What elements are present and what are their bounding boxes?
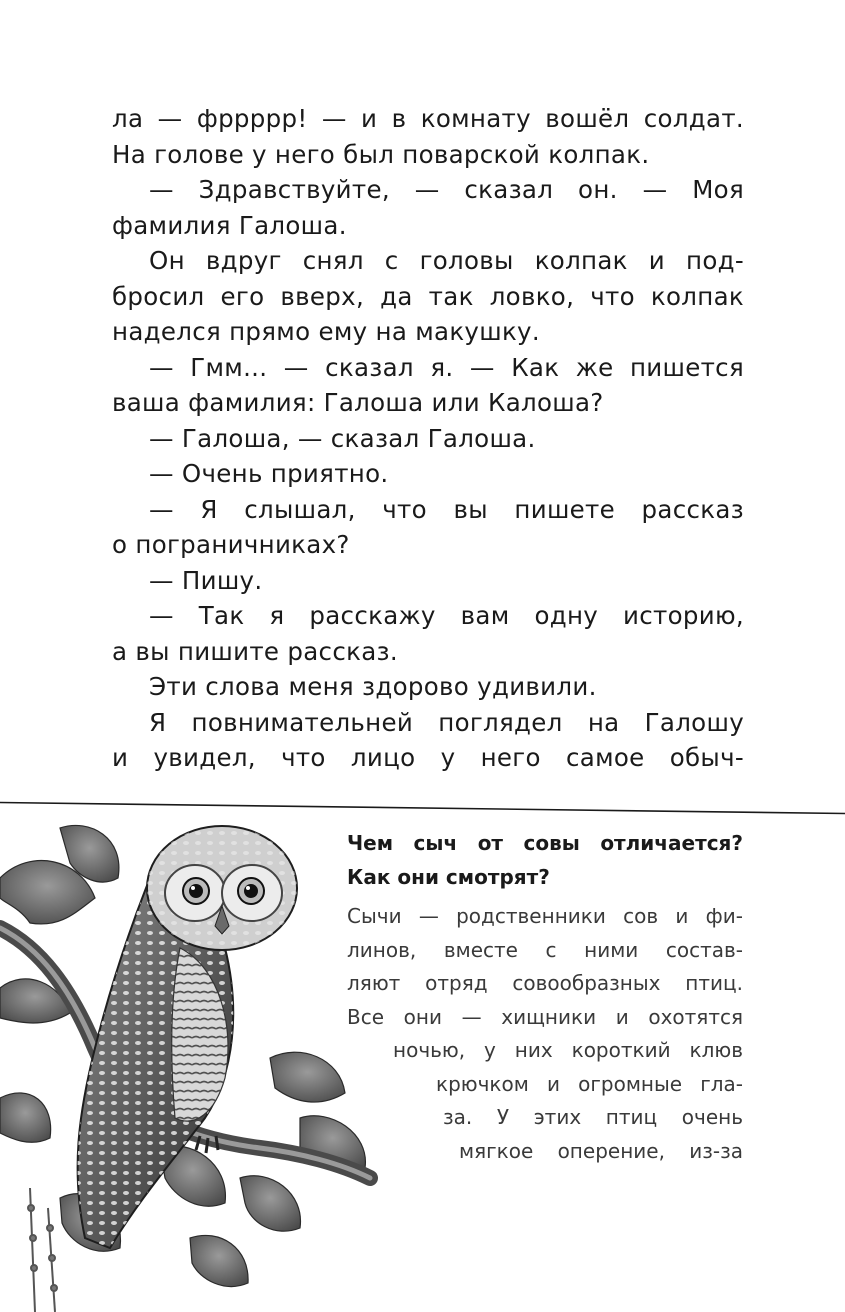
story-line: ла — фррррр! — и в комнату вошёл солдат. — [112, 104, 744, 133]
sidebar-body — [0, 900, 743, 1168]
sidebar-body-line: линов, вместе с ними состав- — [347, 937, 743, 962]
sidebar-body-line: мягкое оперение, из-за — [459, 1138, 743, 1163]
sidebar-body-line: Сычи — родственники сов и фи- — [347, 904, 743, 928]
story-line: наделся прямо ему на макушку. — [112, 317, 540, 346]
story-line: а вы пишите рассказ. — [112, 636, 398, 666]
section-divider — [0, 801, 845, 815]
story-line: фамилия Галоша. — [112, 210, 347, 240]
story-line: и увидел, что лицо у него самое обыч- — [112, 743, 744, 772]
story-line: — Я слышал, что вы пишете рассказ — [149, 494, 744, 524]
story-line: ваша фамилия: Галоша или Калоша? — [112, 388, 604, 417]
sidebar-body-line: Все они — хищники и охотятся — [347, 1004, 743, 1029]
story-line: Я повнимательней поглядел на Галошу — [149, 707, 744, 737]
sidebar-title-line: Как они смотрят? — [347, 865, 550, 889]
sidebar-body-line: за. У этих птиц очень — [443, 1105, 743, 1129]
story-line: Он вдруг снял с головы колпак и под- — [149, 246, 744, 275]
story-line: бросил его вверх, да так ловко, что колпак — [112, 281, 744, 311]
sidebar-body-line: ночью, у них короткий клюв — [393, 1038, 743, 1062]
sidebar-body-line: крючком и огромные гла- — [436, 1071, 743, 1096]
story-line: о пограничниках? — [112, 530, 350, 559]
story-line: — Галоша, — сказал Галоша. — [149, 423, 536, 453]
story-line: — Здравствуйте, — сказал он. — Моя — [149, 175, 744, 204]
sidebar-title-line: Чем сыч от совы отличается? — [347, 831, 743, 855]
story-line: — Пишу. — [149, 565, 263, 595]
sidebar-title — [347, 826, 743, 894]
story-text — [112, 101, 744, 776]
story-line: — Гмм... — сказал я. — Как же пишется — [149, 352, 744, 382]
story-line: — Так я расскажу вам одну историю, — [149, 601, 744, 630]
story-line: Эти слова меня здорово удивили. — [149, 672, 597, 701]
story-line: На голове у него был поварской колпак. — [112, 139, 650, 169]
story-line: — Очень приятно. — [149, 459, 389, 488]
sidebar-body-line: ляют отряд совообразных птиц. — [347, 971, 743, 995]
